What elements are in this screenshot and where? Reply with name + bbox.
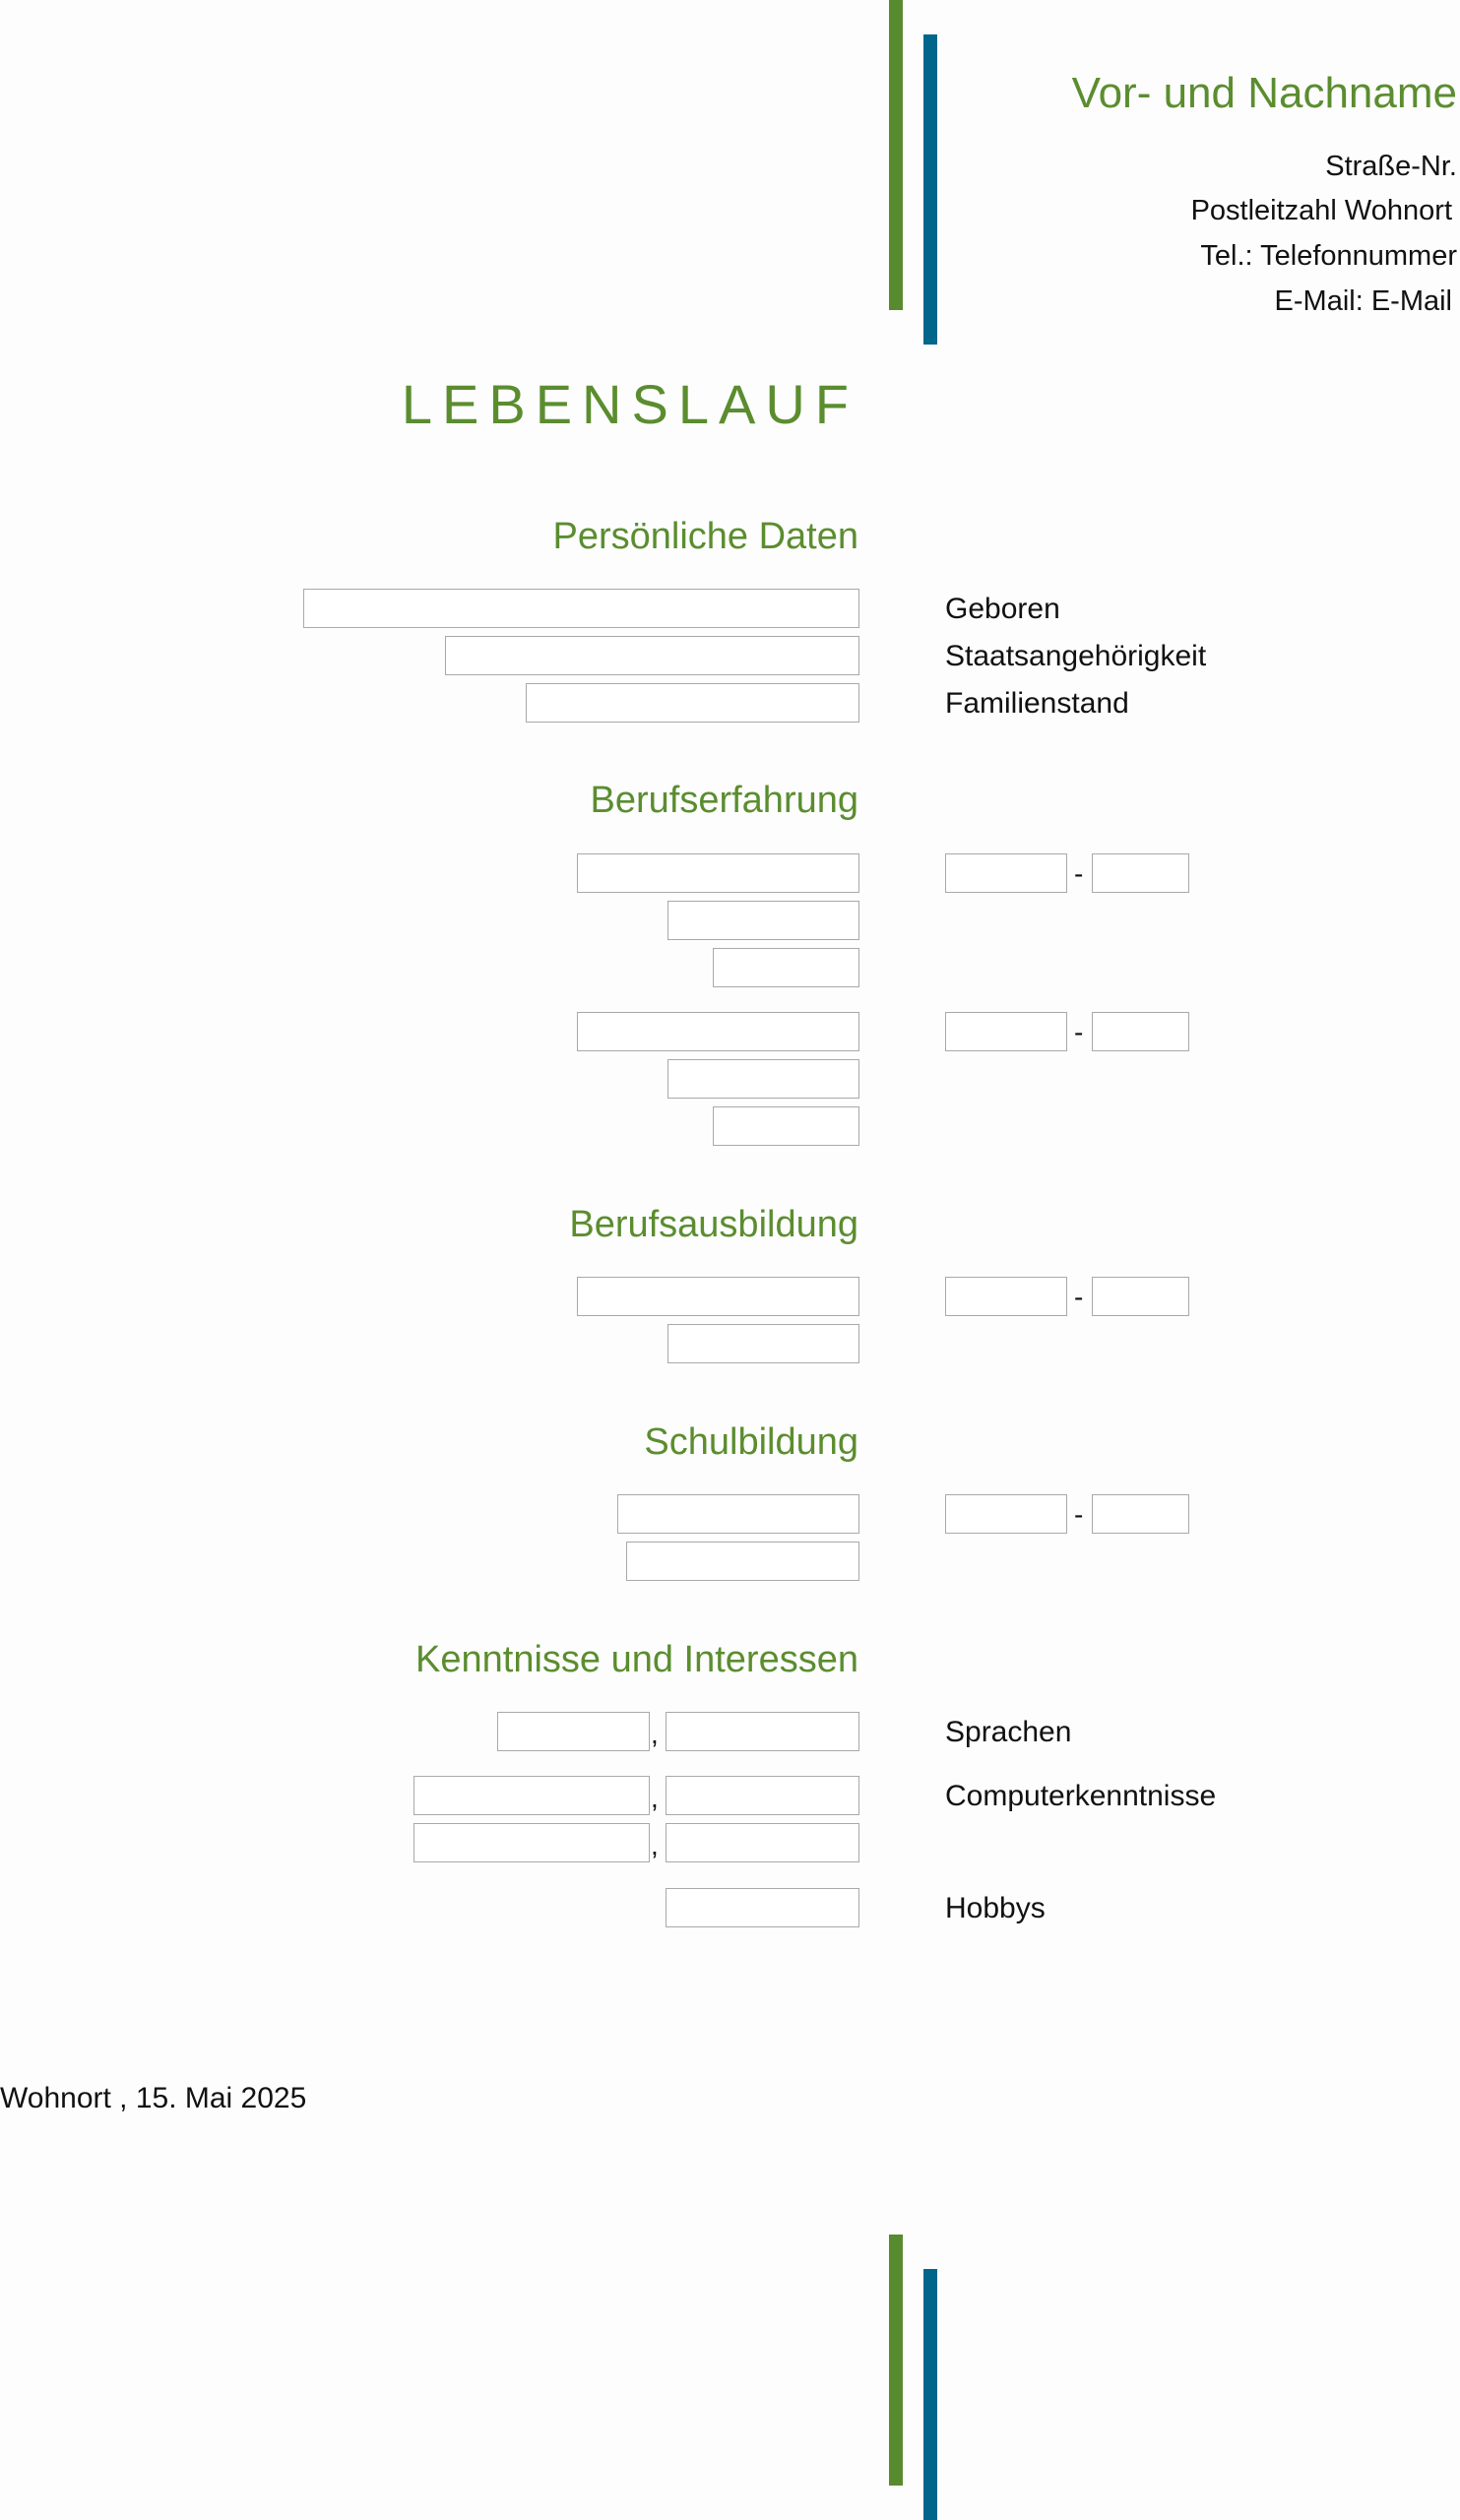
computer-skill-comma-2: , [651,1830,659,1860]
training-start-date-field[interactable] [945,1277,1067,1316]
experience-2-start-date-field[interactable] [945,1012,1067,1051]
school-date-separator: - [1074,1499,1084,1530]
experience-2-position-field[interactable] [577,1012,859,1051]
bottom-blue-bar [923,2269,937,2520]
nationality-label: Staatsangehörigkeit [945,640,1207,672]
experience-2-end-date-field[interactable] [1092,1012,1189,1051]
computer-skill-2-field[interactable] [666,1776,859,1815]
page-title: LEBENSLAUF [401,373,858,435]
birth-field[interactable] [303,589,859,628]
school-start-date-field[interactable] [945,1494,1067,1534]
section-heading-school: Schulbildung [644,1421,858,1463]
city-line: Postleitzahl Wohnort [1190,195,1452,226]
experience-2-company-field[interactable] [667,1059,859,1099]
hobbies-label: Hobbys [945,1892,1046,1924]
language-comma: , [651,1719,659,1749]
place-and-date: Wohnort , 15. Mai 2025 [0,2082,307,2114]
computer-skill-3-field[interactable] [413,1823,650,1862]
training-date-separator: - [1074,1282,1084,1312]
bottom-green-bar [889,2235,903,2486]
computer-skill-4-field[interactable] [666,1823,859,1862]
section-heading-skills: Kenntnisse und Interessen [415,1639,858,1680]
section-heading-training: Berufsausbildung [569,1204,858,1245]
training-title-field[interactable] [577,1277,859,1316]
section-heading-personal: Persönliche Daten [552,516,858,557]
experience-1-position-field[interactable] [577,853,859,893]
experience-1-company-field[interactable] [667,901,859,940]
training-end-date-field[interactable] [1092,1277,1189,1316]
born-label: Geboren [945,593,1060,625]
experience-1-end-date-field[interactable] [1092,853,1189,893]
top-green-bar [889,0,903,310]
phone-line: Tel.: Telefonnummer [1200,240,1457,272]
experience-2-date-separator: - [1074,1017,1084,1047]
hobbies-field[interactable] [666,1888,859,1927]
experience-2-location-field[interactable] [713,1106,859,1146]
language-1-field[interactable] [497,1712,650,1751]
school-end-date-field[interactable] [1092,1494,1189,1534]
marital-status-label: Familienstand [945,687,1129,720]
computer-skills-label: Computerkenntnisse [945,1780,1217,1812]
school-degree-field[interactable] [617,1494,859,1534]
marital-status-field[interactable] [526,683,859,723]
top-blue-bar [923,34,937,345]
computer-skill-comma-1: , [651,1783,659,1813]
street-line: Straße-Nr. [1325,151,1457,182]
full-name: Vor- und Nachname [1071,69,1457,117]
nationality-field[interactable] [445,636,859,675]
training-institution-field[interactable] [667,1324,859,1363]
experience-1-location-field[interactable] [713,948,859,987]
email-line: E-Mail: E-Mail [1274,285,1452,317]
computer-skill-1-field[interactable] [413,1776,650,1815]
section-heading-experience: Berufserfahrung [590,780,858,821]
school-name-field[interactable] [626,1542,859,1581]
languages-label: Sprachen [945,1716,1072,1748]
experience-1-date-separator: - [1074,858,1084,889]
language-2-field[interactable] [666,1712,859,1751]
experience-1-start-date-field[interactable] [945,853,1067,893]
